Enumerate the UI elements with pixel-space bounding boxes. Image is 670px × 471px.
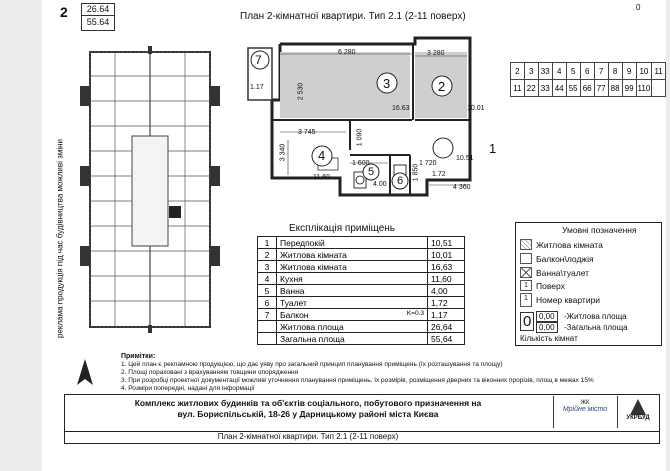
- floor-cell: 33: [538, 80, 552, 97]
- explication-table: [257, 236, 465, 345]
- floor-cell: [652, 80, 666, 97]
- floor-cell: 55: [566, 80, 580, 97]
- floor-cell: 5: [566, 63, 580, 80]
- table-row: 2 Житлова кімната 10,01: [258, 249, 465, 261]
- floor-cell: 77: [594, 80, 608, 97]
- legend-living-label: -Житлова площа: [564, 312, 627, 321]
- balcony-coef: K=0.3: [406, 309, 424, 317]
- floor-cell: 99: [622, 80, 636, 97]
- table-row: Загальна площа 55,64: [258, 333, 465, 345]
- room-3-area: 16.63: [392, 105, 410, 112]
- floor-cell: 4: [552, 63, 566, 80]
- living-swatch: [520, 239, 532, 250]
- logo-mriyne-misto: ЖК Мрійне місто: [553, 396, 616, 428]
- floor-cell: 6: [580, 63, 594, 80]
- table-row: 4 Кухня 11,60: [258, 273, 465, 285]
- legend-rooms-label: Кількість кімнат: [520, 334, 578, 343]
- room-2-area: 10.01: [467, 105, 485, 112]
- legend-box: [515, 222, 662, 346]
- room-5-area: 4.00: [373, 181, 387, 188]
- footer-title: План 2-кімнатної квартири. Тип 2.1 (2-11 поверх): [217, 432, 399, 441]
- room-6-number: 6: [397, 175, 404, 187]
- room-2-number: 2: [438, 79, 446, 94]
- room-4-area: 11.60: [313, 174, 330, 181]
- floor-grid: [510, 62, 666, 97]
- floor-cell: 11: [511, 80, 525, 97]
- logo-ukrbud: УКРБУД: [617, 396, 658, 428]
- area-top: 26.64: [82, 4, 114, 16]
- note-item: 1. Цей план є рекламною продукцією, що дає уяву про загальний принцип планування приміщень (їх розташування та площу): [121, 361, 503, 368]
- footer-line2: вул. Бориспільській, 18-26 у Дарницькому районі міста Києва: [177, 409, 439, 419]
- legend-rooms-count: 0: [520, 312, 534, 331]
- side-disclaimer: реклама продукція під час будівництва можливі зміни: [55, 139, 65, 338]
- room-1-number: 1: [489, 141, 497, 156]
- floor-cell: 33: [538, 63, 552, 80]
- legend-living: Житлова кімната: [520, 239, 603, 250]
- legend-apartment: 1 Номер квартири: [520, 293, 600, 307]
- floor-cell: 10: [636, 63, 652, 80]
- room-7-number: 7: [255, 53, 262, 67]
- floor-cell: 2: [511, 63, 525, 80]
- floor-cell: 44: [552, 80, 566, 97]
- room-4-number: 4: [318, 148, 326, 163]
- footer-title-box: [64, 431, 660, 444]
- floor-cell: 9: [622, 63, 636, 80]
- note-item: 3. При розробці проектної документації можливі уточнення планування приміщень, їх розмірів, розміщення дверних та віконних прорізів, площ в межах 15%: [121, 377, 594, 384]
- legend-total-value: 0,00: [536, 322, 558, 333]
- dim-label: 1 600: [352, 160, 370, 167]
- building-icon: [628, 397, 648, 415]
- dim-label: 1 850: [412, 163, 420, 182]
- floor-cell: 8: [608, 63, 622, 80]
- north-arrow-icon: [73, 357, 97, 389]
- dim-label: 2 530: [297, 82, 305, 101]
- corner-mark: 0: [636, 3, 641, 12]
- room-5-number: 5: [368, 166, 375, 178]
- plan-sheet: [42, 0, 666, 471]
- bathroom-swatch: [520, 267, 532, 278]
- floor-cell: 11: [652, 63, 666, 80]
- floor-plan-drawing: [70, 46, 230, 336]
- table-row: 3 Житлова кімната 16,63: [258, 261, 465, 273]
- explication-title: Експлікація приміщень: [289, 223, 395, 234]
- notes-title: Примітки:: [121, 353, 156, 360]
- table-row: 7 Балкон K=0.3 1,17: [258, 309, 465, 321]
- footer-line1: Комплекс житлових будинків та об'єктів соціального, побутового призначення на: [134, 398, 482, 408]
- table-row: 5 Ванна 4,00: [258, 285, 465, 297]
- dim-label: 3 745: [298, 129, 316, 136]
- dim-label: 6 280: [338, 49, 356, 56]
- legend-living-value: 0,00: [536, 311, 558, 322]
- note-item: 4. Розміри попередні, надані для інформації: [121, 385, 255, 392]
- dim-label: 3 340: [279, 143, 287, 162]
- footer-box: [64, 394, 660, 432]
- area-box: [81, 3, 115, 31]
- legend-title: Умовні позначення: [562, 225, 637, 235]
- dim-label: 1 090: [356, 128, 364, 147]
- table-row: 1 Передпокій 10,51: [258, 237, 465, 249]
- balcony-swatch: [520, 253, 532, 264]
- page-title: План 2-кімнатної квартири. Тип 2.1 (2-11 поверх): [240, 11, 466, 22]
- floor-cell: 88: [608, 80, 622, 97]
- floor-cell: 3: [524, 63, 538, 80]
- apartment-plan: [232, 30, 497, 220]
- floor-cell: 7: [594, 63, 608, 80]
- dim-label: 3 280: [427, 50, 445, 57]
- legend-floor: 1 Поверх: [520, 280, 565, 291]
- page-number: 2: [60, 4, 68, 20]
- table-row: Житлова площа 26,64: [258, 321, 465, 333]
- area-bottom: 55.64: [86, 17, 110, 27]
- legend-balcony: Балкон\лоджія: [520, 253, 594, 264]
- floor-cell: 110: [636, 80, 652, 97]
- legend-total-label: -Загальна площа: [564, 323, 628, 332]
- floor-cell: 66: [580, 80, 594, 97]
- floor-cell: 22: [524, 80, 538, 97]
- room-7-area: 1.17: [250, 84, 264, 91]
- room-3-number: 3: [383, 76, 391, 91]
- note-item: 2. Площі пораховані з врахуванням товщини опорядження: [121, 369, 299, 376]
- table-row: 6 Туалет 1,72: [258, 297, 465, 309]
- legend-bathroom: Ванна\туалет: [520, 267, 589, 278]
- dim-label: 1 720: [419, 160, 437, 167]
- room-6-area: 1.72: [432, 171, 446, 178]
- notes-block: [67, 353, 657, 395]
- room-1-area: 10.51: [456, 155, 474, 162]
- dim-label: 4 360: [453, 184, 471, 191]
